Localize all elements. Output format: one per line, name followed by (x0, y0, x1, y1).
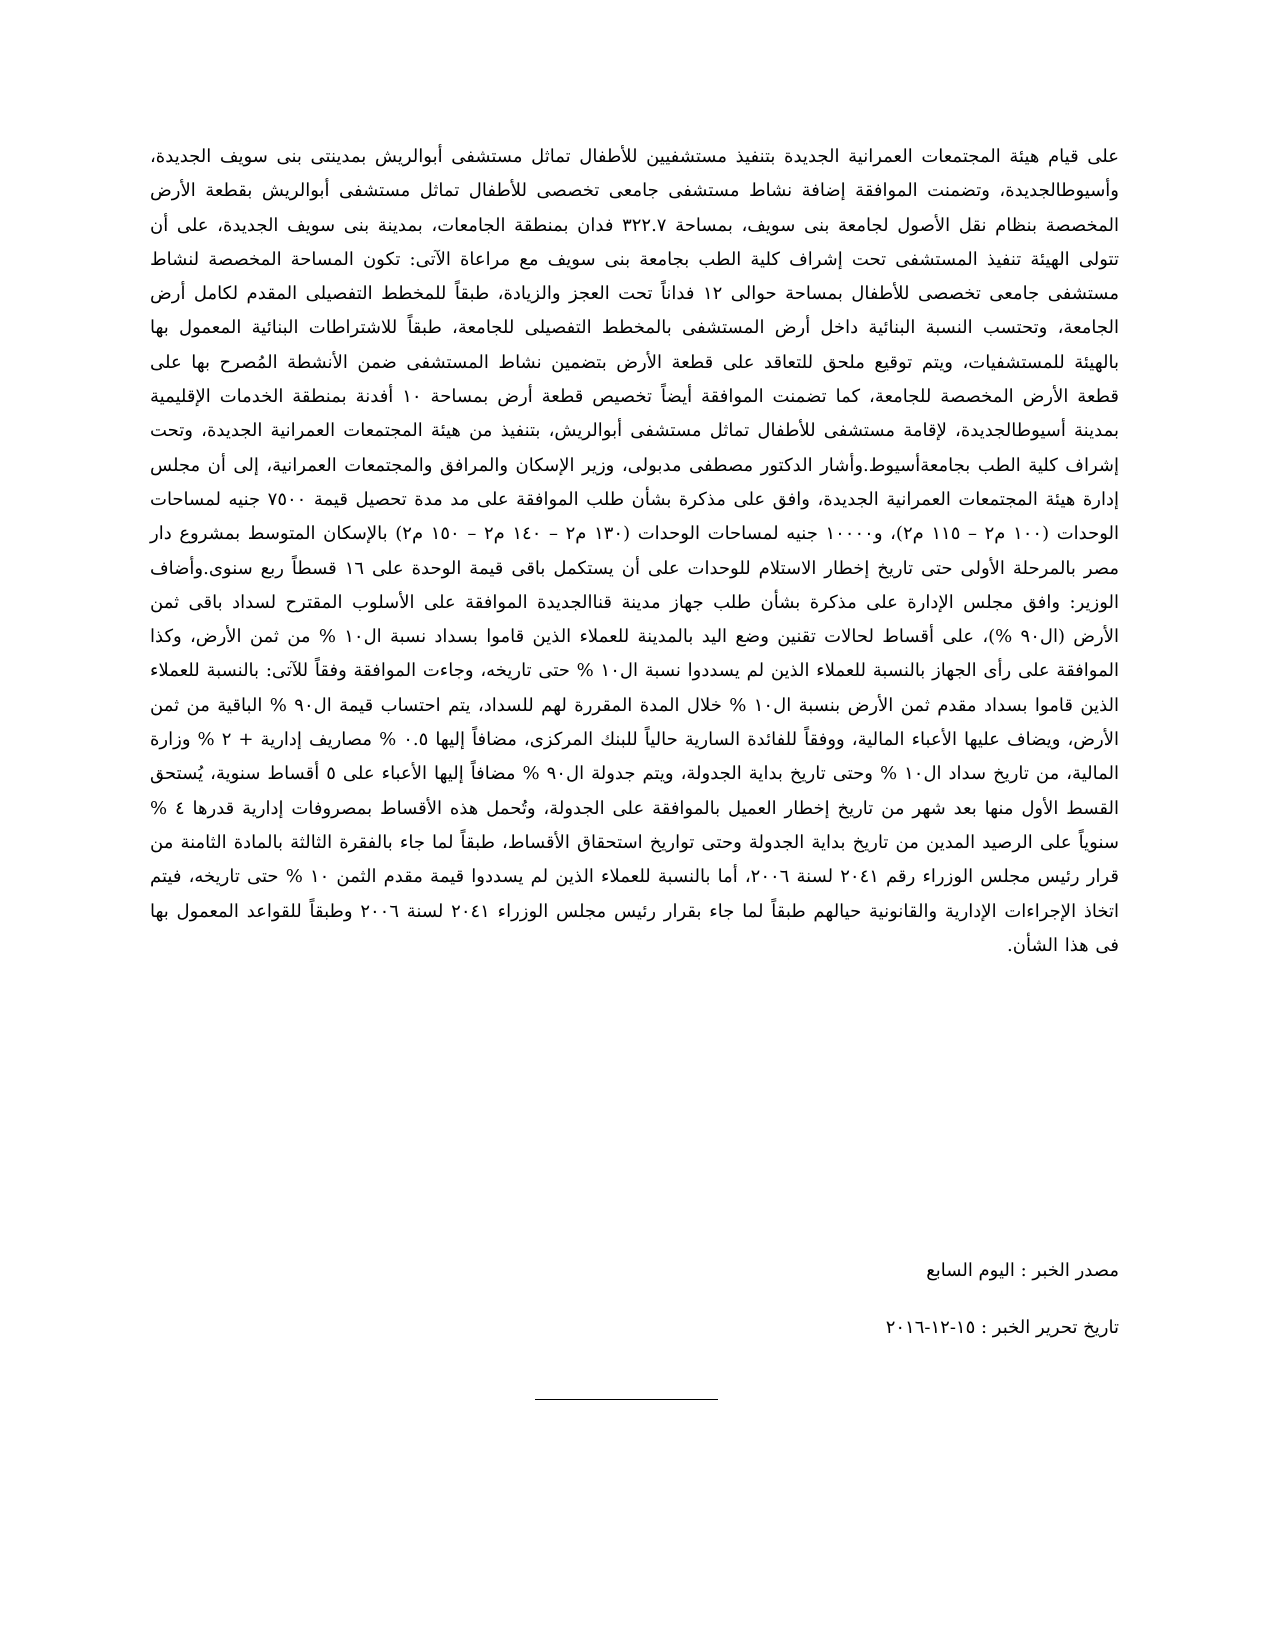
news-date: تاريخ تحرير الخبر : ١٥-١٢-٢٠١٦ (885, 1317, 1119, 1338)
footer-divider (535, 1399, 718, 1400)
news-source: مصدر الخبر : اليوم السابع (926, 1260, 1119, 1281)
article-body: على قيام هيئة المجتمعات العمرانية الجديدة بتنفيذ مستشفيين للأطفال تماثل مستشفى أبوالريش بمدينتى بنى سويف الجديدة، وأسيوطالجديدة، وتضمنت الموافقة إضافة نشاط مستشفى جامعى تخصصى للأطفال تماثل مستشفى أبوالريش بقطعة الأرض المخصصة بنظام نقل الأصول لجامعة بنى سويف، بمساحة ٣٢٢.٧ فدان بمنطقة الجامعات، بمدينة بنى سويف الجديدة، على أن تتولى الهيئة تنفيذ المستشفى تحت إشراف كلية الطب بجامعة بنى سويف مع مراعاة الآتى: تكون المساحة المخصصة لنشاط مستشفى جامعى تخصصى للأطفال بمساحة حوالى ١٢ فداناً تحت العجز والزيادة، طبقاً للمخطط التفصيلى المقدم لكامل أرض الجامعة، وتحتسب النسبة البنائية داخل أرض المستشفى بالمخطط التفصيلى للجامعة، طبقاً للاشتراطات البنائية المعمول بها بالهيئة للمستشفيات، ويتم توقيع ملحق للتعاقد على قطعة الأرض بتضمين نشاط المستشفى ضمن الأنشطة المُصرح بها على قطعة الأرض المخصصة للجامعة، كما تضمنت الموافقة أيضاً تخصيص قطعة أرض بمساحة ١٠ أفدنة بمنطقة الخدمات الإقليمية بمدينة أسيوطالجديدة، لإقامة مستشفى للأطفال تماثل مستشفى أبوالريش، بتنفيذ من هيئة المجتمعات العمرانية الجديدة، وتحت إشراف كلية الطب بجامعةأسيوط.وأشار الدكتور مصطفى مدبولى، وزير الإسكان والمرافق والمجتمعات العمرانية، إلى أن مجلس إدارة هيئة المجتمعات العمرانية الجديدة، وافق على مذكرة بشأن طلب الموافقة على مد مدة تحصيل قيمة ٧٥٠٠ جنيه لمساحات الوحدات (١٠٠ م٢ – ١١٥ م٢)، و١٠٠٠٠ جنيه لمساحات الوحدات (١٣٠ م٢ – ١٤٠ م٢ – ١٥٠ م٢) بالإسكان المتوسط بمشروع دار مصر بالمرحلة الأولى حتى تاريخ إخطار الاستلام للوحدات على أن يستكمل باقى قيمة الوحدة على ١٦ قسطاً ربع سنوى.وأضاف الوزير: وافق مجلس الإدارة على مذكرة بشأن طلب جهاز مدينة قناالجديدة الموافقة على الأسلوب المقترح لسداد باقى ثمن الأرض (ال٩٠ %)، على أقساط لحالات تقنين وضع اليد بالمدينة للعملاء الذين قاموا بسداد نسبة ال١٠ % من ثمن الأرض، وكذا الموافقة على رأى الجهاز بالنسبة للعملاء الذين لم يسددوا نسبة ال١٠ % حتى تاريخه، وجاءت الموافقة وفقاً للآتى: بالنسبة للعملاء الذين قاموا بسداد مقدم ثمن الأرض بنسبة ال١٠ % خلال المدة المقررة لهم للسداد، يتم احتساب قيمة ال٩٠ % الباقية من ثمن الأرض، ويضاف عليها الأعباء المالية، ووفقاً للفائدة السارية حالياً للبنك المركزى، مضافاً إليها ٠.٥ % مصاريف إدارية + ٢ % وزارة المالية، من تاريخ سداد ال١٠ % وحتى تاريخ بداية الجدولة، ويتم جدولة ال٩٠ % مضافاً إليها الأعباء على ٥ أقساط سنوية، يُستحق القسط الأول منها بعد شهر من تاريخ إخطار العميل بالموافقة على الجدولة، وتُحمل هذه الأقساط بمصروفات إدارية قدرها ٤ % سنوياً على الرصيد المدين من تاريخ بداية الجدولة وحتى تواريخ استحقاق الأقساط، طبقاً لما جاء بالفقرة الثالثة بالمادة الثامنة من قرار رئيس مجلس الوزراء رقم ٢٠٤١ لسنة ٢٠٠٦، أما بالنسبة للعملاء الذين لم يسددوا قيمة مقدم الثمن ١٠ % حتى تاريخه، فيتم اتخاذ الإجراءات الإدارية والقانونية حيالهم طبقاً لما جاء بقرار رئيس مجلس الوزراء ٢٠٤١ لسنة ٢٠٠٦ وطبقاً للقواعد المعمول بها فى هذا الشأن. (150, 146, 1120, 956)
